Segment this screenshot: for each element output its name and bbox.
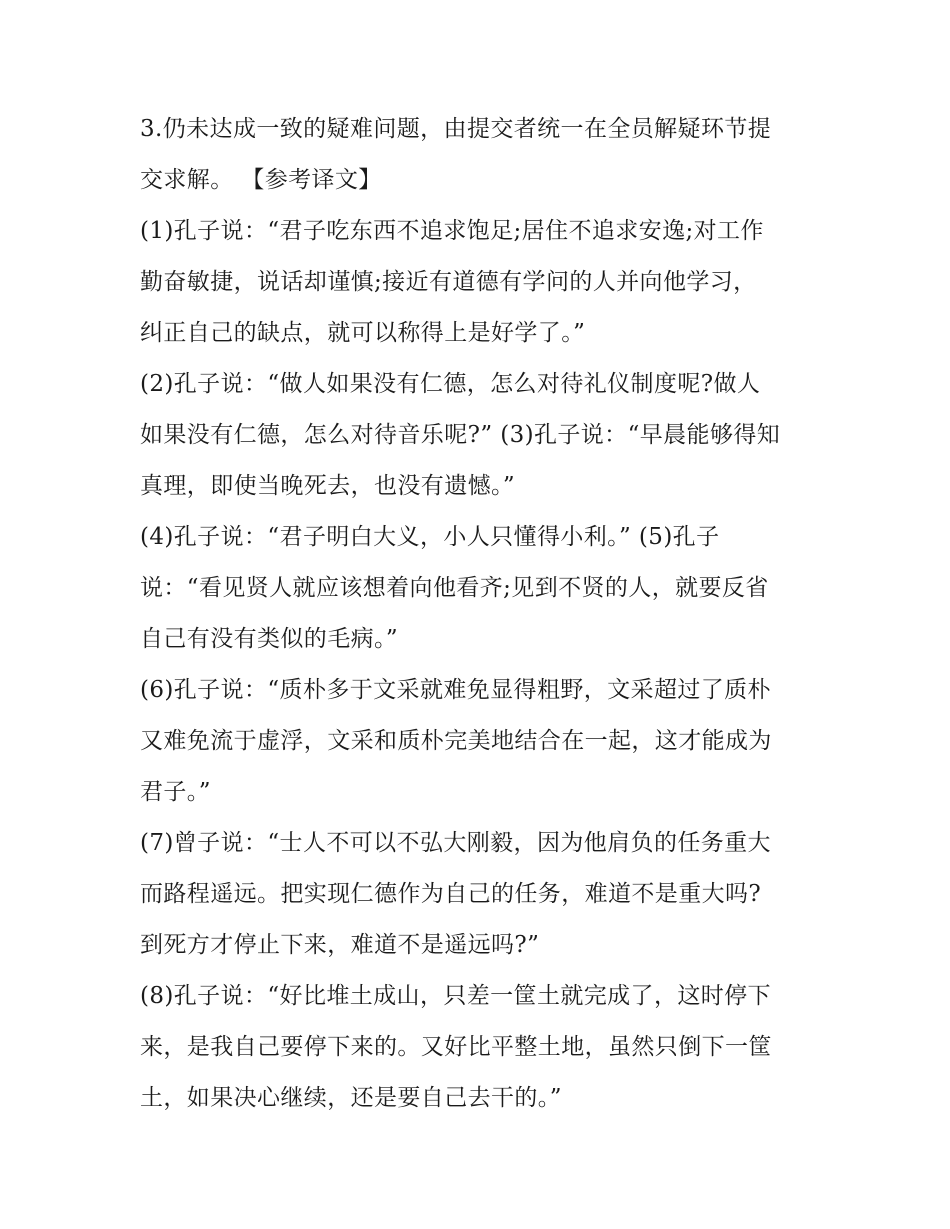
text-line: 而路程遥远。把实现仁德作为自己的任务，难道不是重大吗? [140,881,762,907]
text-line: 交求解。 【参考译文】 [140,167,382,193]
text-line: 土，如果决心继续，还是要自己去干的。” [140,1085,562,1111]
text-line: 又难免流于虚浮，文采和质朴完美地结合在一起，这才能成为 [140,728,772,754]
text-line: (2)孔子说：“做人如果没有仁德，怎么对待礼仪制度呢?做人 [140,371,761,397]
text-line: 真理，即使当晚死去，也没有遗憾。” [140,473,516,499]
text-line: 说：“看见贤人就应该想着向他看齐;见到不贤的人，就要反省 [140,575,769,601]
text-line: (1)孔子说：“君子吃东西不追求饱足;居住不追求安逸;对工作 [140,218,764,244]
text-line: 来，是我自己要停下来的。又好比平整土地，虽然只倒下一筐 [140,1034,772,1060]
text-line: 勤奋敏捷，说话却谨慎;接近有道德有学问的人并向他学习， [140,269,757,295]
text-line: (8)孔子说：“好比堆土成山，只差一筐土就完成了，这时停下 [140,983,771,1009]
document-body [140,104,820,1124]
text-line: (7)曾子说：“士人不可以不弘大刚毅，因为他肩负的任务重大 [140,830,771,856]
text-line: 3.仍未达成一致的疑难问题，由提交者统一在全员解疑环节提 [140,116,772,142]
text-line: (4)孔子说：“君子明白大义，小人只懂得小利。” (5)孔子 [140,524,720,550]
text-line: 纠正自己的缺点，就可以称得上是好学了。” [140,320,586,346]
text-line: 如果没有仁德，怎么对待音乐呢?” (3)孔子说：“早晨能够得知 [140,422,781,448]
text-line: 自己有没有类似的毛病。” [140,626,399,652]
text-line: 君子。” [140,779,211,805]
text-line: 到死方才停止下来，难道不是遥远吗?” [140,932,540,958]
text-line: (6)孔子说：“质朴多于文采就难免显得粗野，文采超过了质朴 [140,677,771,703]
